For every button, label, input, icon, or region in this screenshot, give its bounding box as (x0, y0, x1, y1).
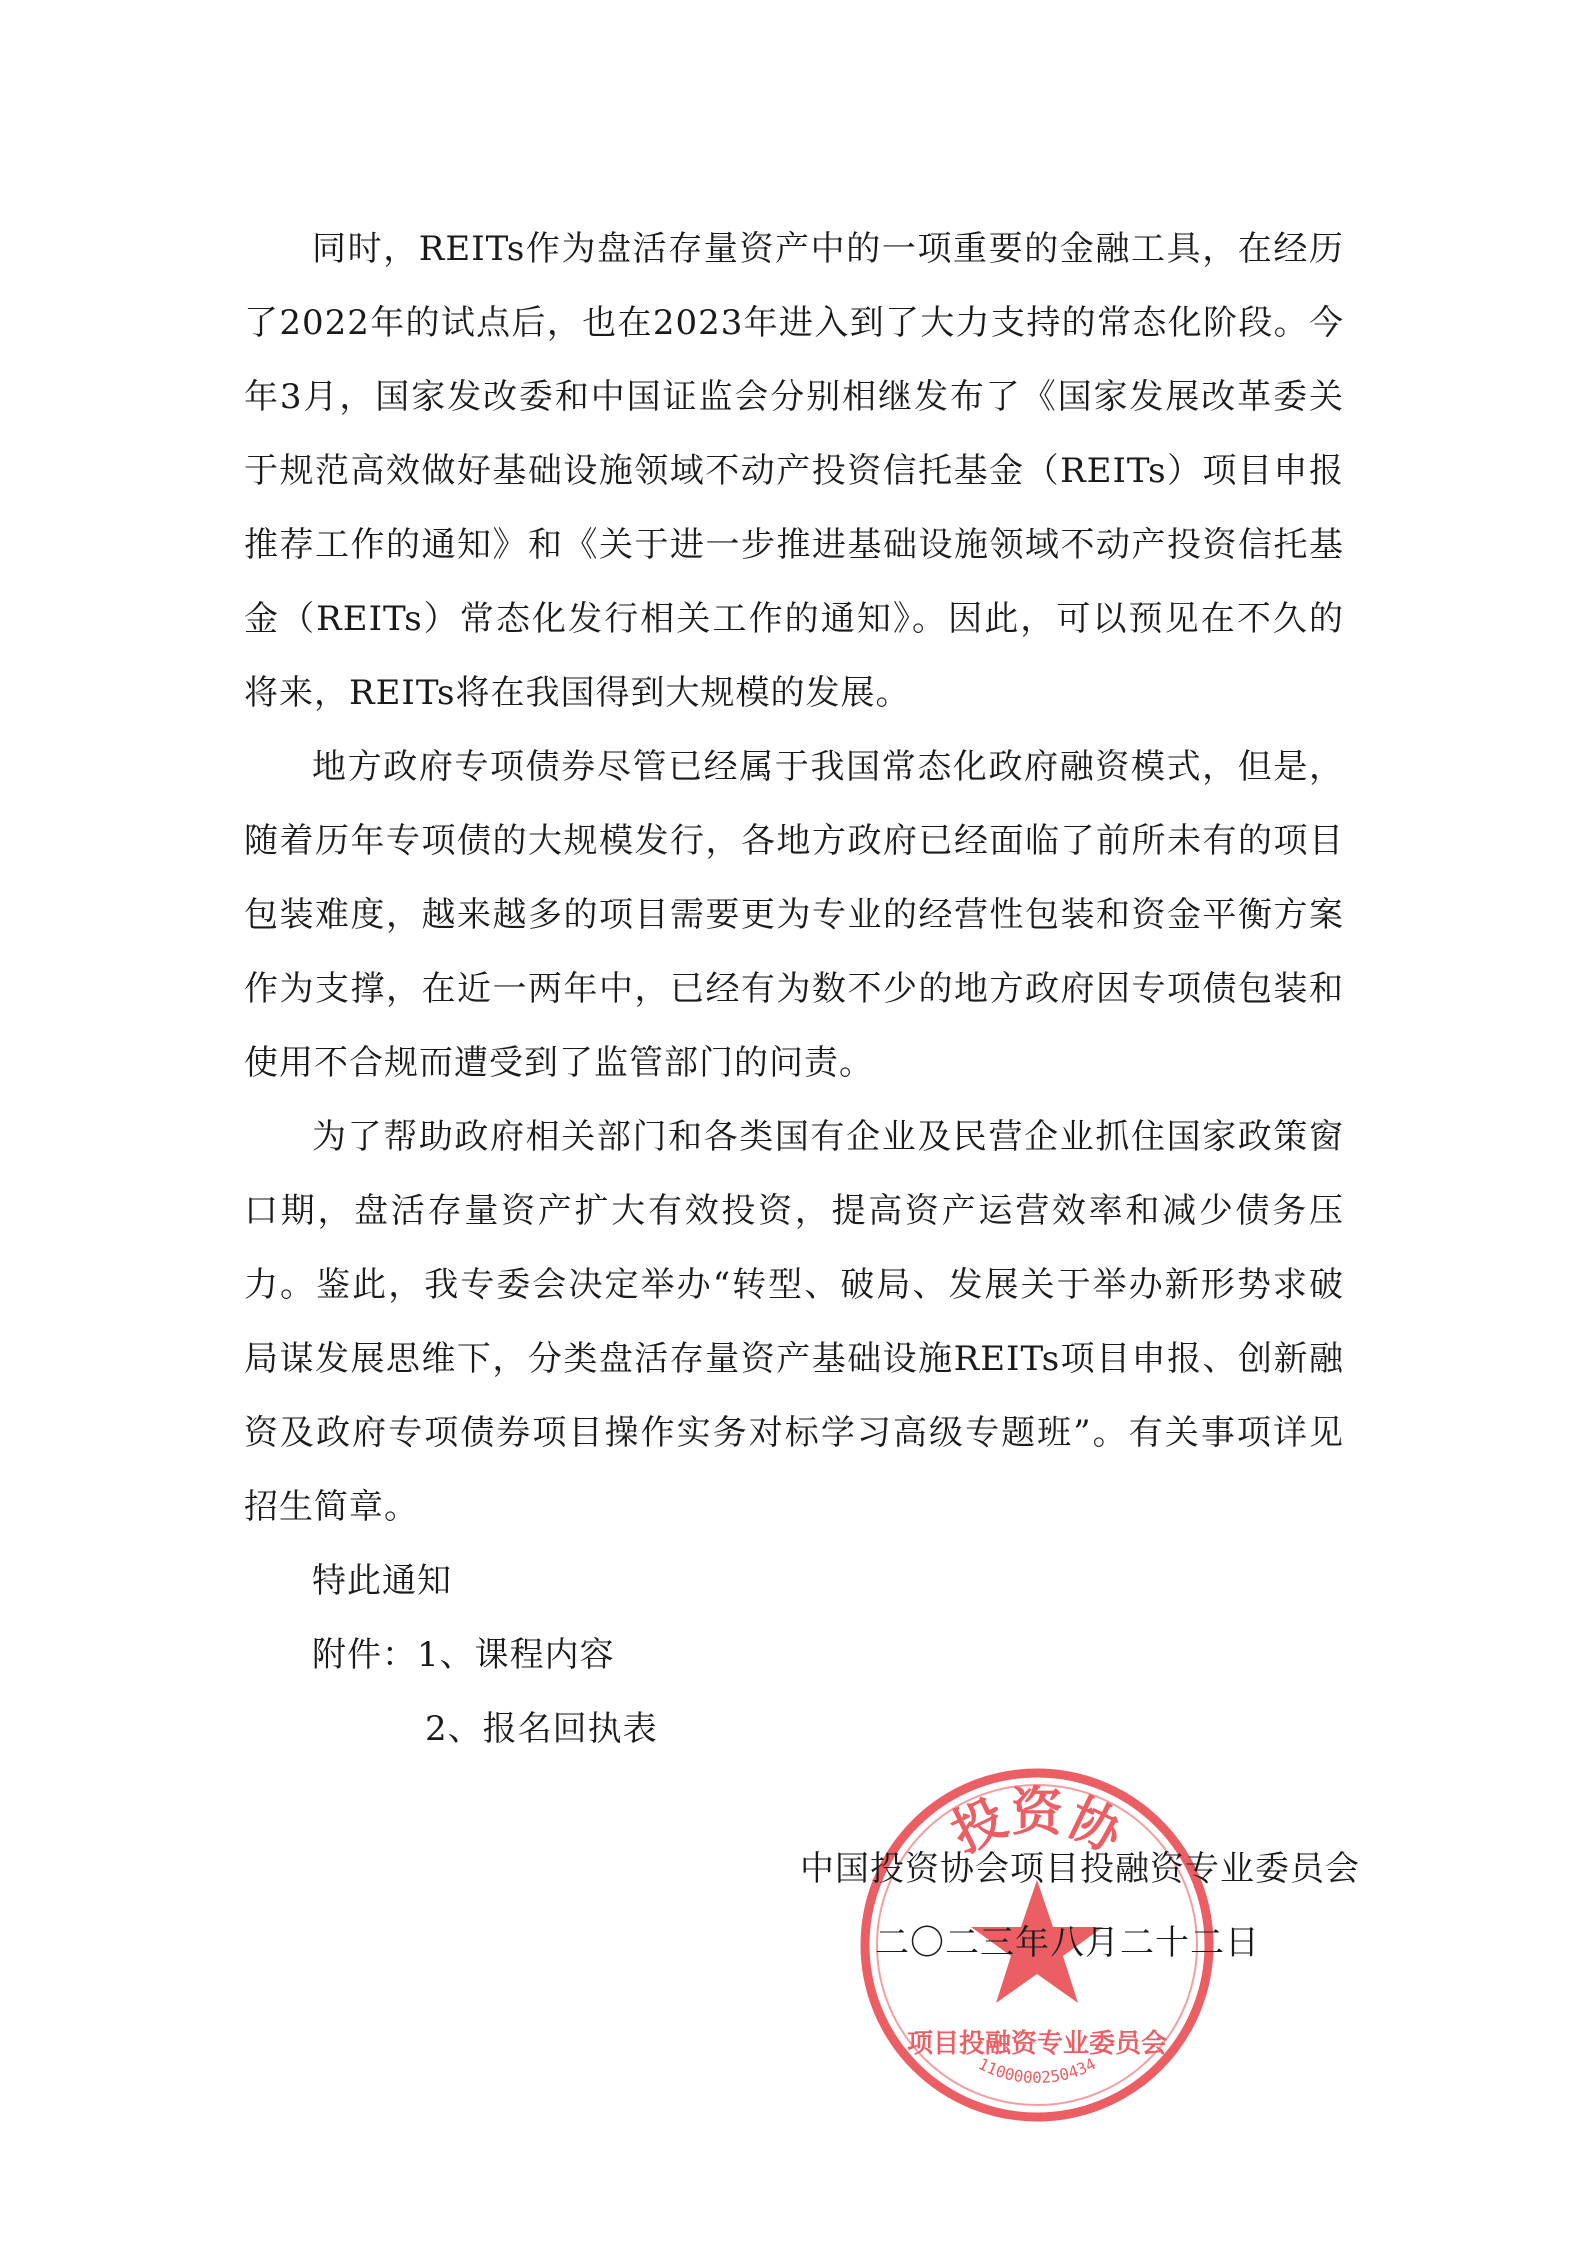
seal-bottom-text: 项目投融资专业委员会 (906, 2029, 1168, 2059)
closing-phrase: 特此通知 (312, 1561, 452, 1601)
paragraph-special-bonds: 地方政府专项债券尽管已经属于我国常态化政府融资模式，但是，随着历年专项债的大规模发行，各地方政府已经面临了前所未有的项目包装难度，越来越多的项目需要更为专业的经营性包装和资金平衡方案作为支撑，在近一两年中，已经有为数不少的地方政府因专项债包装和使用不合规而遭受到了监管部门的问责。 (244, 747, 1344, 1083)
paragraph-reits: 同时，REITs作为盘活存量资产中的一项重要的金融工具，在经历了2022年的试点后，也在2023年进入到了大力支持的常态化阶段。今年3月，国家发改委和中国证监会分别相继发布了《国家发展改革委关于规范高效做好基础设施领域不动产投资信托基金（REITs）项目申报推荐工作的通知》和《关于进一步推进基础设施领域不动产投资信托基金（REITs）常态化发行相关工作的通知》。因此，可以预见在不久的将来，REITs将在我国得到大规模的发展。 (244, 229, 1344, 713)
issue-date: 二〇二三年八月二十二日 (875, 1923, 1260, 1963)
issuing-organization: 中国投资协会项目投融资专业委员会 (800, 1849, 1360, 1889)
notice-body (244, 212, 1344, 1766)
seal-top-text: 投资协 (942, 1783, 1132, 1865)
paragraph-training-announcement: 为了帮助政府相关部门和各类国有企业及民营企业抓住国家政策窗口期，盘活存量资产扩大有效投资，提高资产运营效率和减少债务压力。鉴此，我专委会决定举办“转型、破局、发展关于举办新形势求破局谋发展思维下，分类盘活存量资产基础设施REITs项目申报、创新融资及政府专项债券项目操作实务对标学习高级专题班”。有关事项详见招生简章。 (244, 1117, 1344, 1527)
seal-code-text: 1100000250434 (975, 2054, 1099, 2087)
attachment-item-2: 2、报名回执表 (425, 1709, 658, 1749)
attachment-label: 附件：1、课程内容 (312, 1635, 615, 1675)
signature-block (740, 1832, 1360, 1980)
